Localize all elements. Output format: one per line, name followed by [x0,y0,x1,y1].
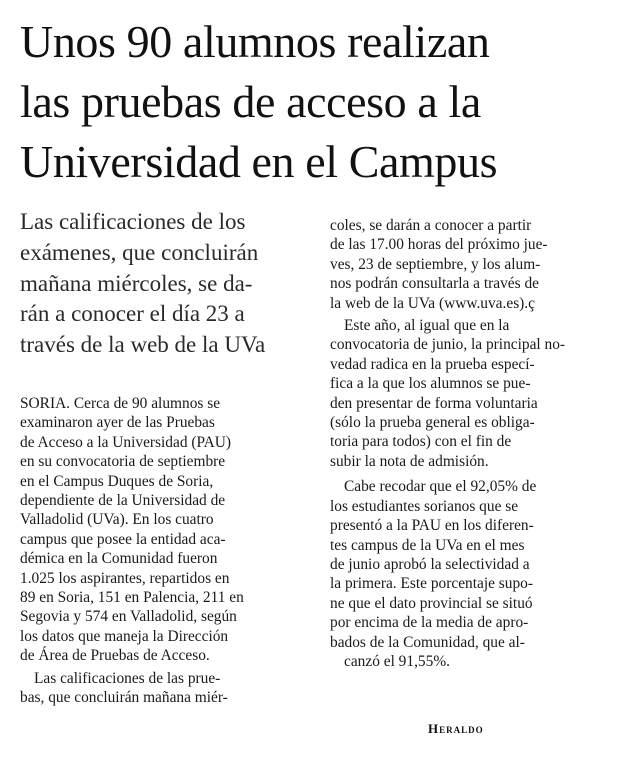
article-column-right [330,216,612,671]
body-line: por encima de la media de apro- [330,614,529,632]
body-line: 89 en Soria, 151 en Palencia, 211 en [20,589,244,607]
body-line: bas, que concluirán mañana miér- [20,689,228,707]
subheadline-line: rán a conocer el día 23 a [20,301,245,327]
body-line: 1.025 los aspirantes, repartidos en [20,569,230,587]
body-line: Segovia y 574 en Valladolid, según [20,608,237,626]
body-line: vedad radica en la prueba especí- [330,355,535,373]
body-line: convocatoria de junio, la principal no- [330,336,566,354]
body-line: Valladolid (UVa). En los cuatro [20,511,214,529]
subheadline-line: mañana miércoles, se da- [20,270,253,296]
subheadline-line: Las calificaciones de los [20,209,246,234]
headline-line: las pruebas de acceso a la [20,76,481,127]
body-line: Las calificaciones de las prue- [34,669,221,687]
body-line: den presentar de forma voluntaria [330,394,538,412]
body-line: examinaron ayer de las Pruebas [20,414,215,432]
headline-line: Universidad en el Campus [20,136,498,187]
subheadline [20,207,310,361]
body-line: (sólo la prueba general es obliga- [330,414,535,432]
body-line: Cabe recodar que el 92,05% de [344,478,537,496]
body-line: dependiente de la Universidad de [20,492,226,510]
body-line: ne que el dato provincial se situó [330,594,533,612]
body-line: démica en la Comunidad fueron [20,550,218,568]
byline-signature: Heraldo [428,721,484,736]
body-line: la primera. Este porcentaje supo- [330,575,533,593]
body-line: toria para todos) con el fin de [330,433,512,451]
article-column-left [20,394,302,708]
body-line: nos podrán consultarla a través de [330,275,539,293]
headline-line: Unos 90 alumnos realizan [20,16,490,67]
body-line: de las 17.00 horas del próximo jue- [330,236,548,254]
body-line: los estudiantes sorianos que se [330,497,519,515]
body-line: en el Campus Duques de Soria, [20,472,214,490]
body-line: SORIA. Cerca de 90 alumnos se [20,395,221,412]
headline [20,12,610,192]
body-line: los datos que maneja la Dirección [20,627,229,645]
body-line: fica a la que los alumnos se pue- [330,375,531,393]
subheadline-line: través de la web de la UVa [20,332,266,358]
body-line: bados de la Comunidad, que al- [330,633,525,651]
body-line: tes campus de la UVa en el mes [330,536,525,554]
body-line: subir la nota de admisión. [330,452,489,470]
body-line: de Área de Pruebas de Acceso. [20,647,210,665]
body-line: de Acceso a la Universidad (PAU) [20,433,231,451]
body-line: Este año, al igual que en la [344,317,510,335]
body-line: de junio aprobó la selectividad a [330,555,530,573]
body-line: la web de la UVa (www.uva.es).ç [330,294,535,312]
body-line: ves, 23 de septiembre, y los alum- [330,255,541,273]
body-line: presentó a la PAU en los diferen- [330,517,534,535]
body-line: coles, se darán a conocer a partir [330,217,532,234]
body-line: en su convocatoria de septiembre [20,453,226,471]
subheadline-line: exámenes, que concluirán [20,239,259,265]
body-line: campus que posee la entidad aca- [20,530,226,548]
body-line: canzó el 91,55%. [344,652,450,670]
